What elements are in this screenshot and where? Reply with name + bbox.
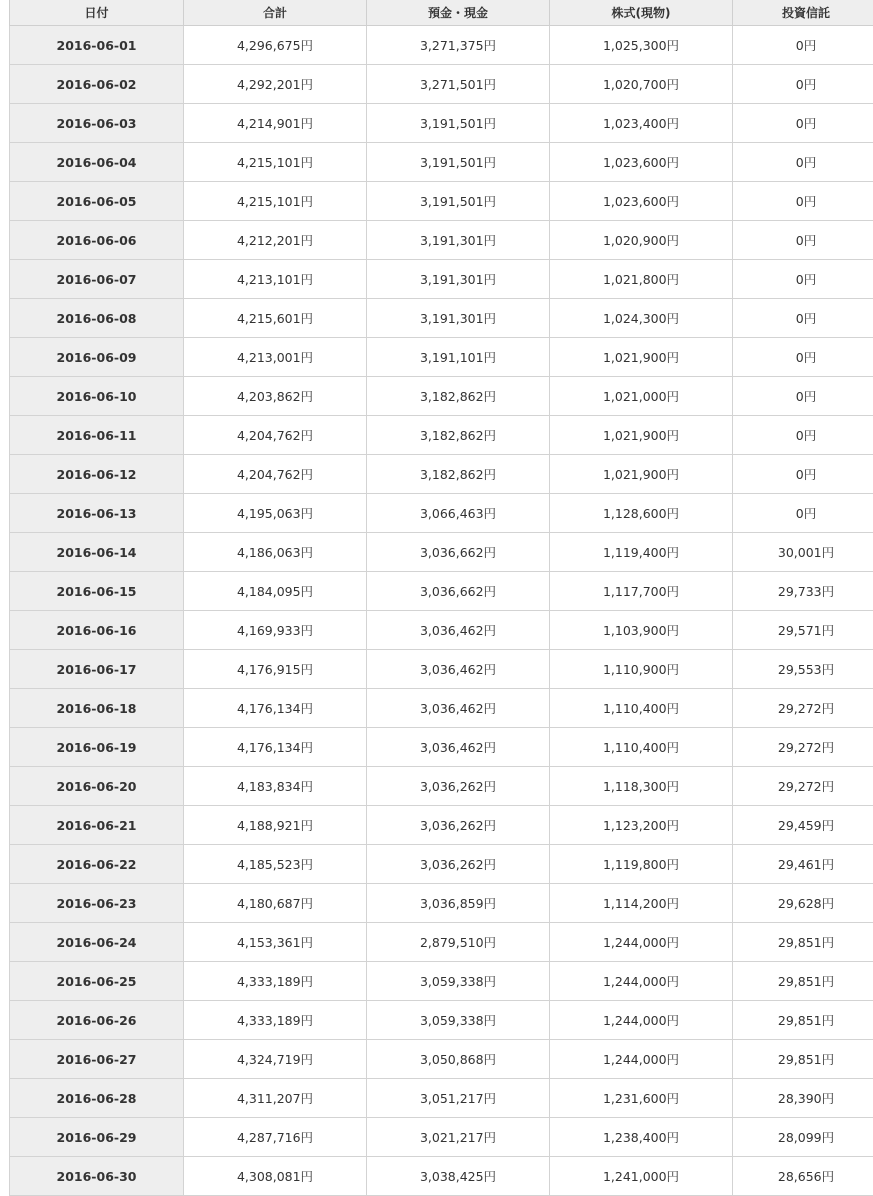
date-cell: 2016-06-17 bbox=[10, 650, 184, 689]
fund-cell: 29,733円 bbox=[733, 572, 873, 611]
table-row bbox=[10, 260, 873, 299]
stock-cell: 1,244,000円 bbox=[550, 1001, 733, 1040]
date-cell: 2016-06-24 bbox=[10, 923, 184, 962]
table-row bbox=[10, 767, 873, 806]
date-cell: 2016-06-15 bbox=[10, 572, 184, 611]
cash-cell: 3,038,425円 bbox=[367, 1157, 550, 1196]
table-row bbox=[10, 104, 873, 143]
date-cell: 2016-06-26 bbox=[10, 1001, 184, 1040]
stock-cell: 1,244,000円 bbox=[550, 1040, 733, 1079]
fund-cell: 29,628円 bbox=[733, 884, 873, 923]
table-row bbox=[10, 65, 873, 104]
stock-cell: 1,021,800円 bbox=[550, 260, 733, 299]
total-cell: 4,183,834円 bbox=[184, 767, 367, 806]
cash-cell: 3,271,375円 bbox=[367, 26, 550, 65]
cash-cell: 3,066,463円 bbox=[367, 494, 550, 533]
column-header-date: 日付 bbox=[10, 0, 184, 26]
cash-cell: 3,059,338円 bbox=[367, 962, 550, 1001]
total-cell: 4,186,063円 bbox=[184, 533, 367, 572]
stock-cell: 1,024,300円 bbox=[550, 299, 733, 338]
fund-cell: 0円 bbox=[733, 260, 873, 299]
cash-cell: 3,182,862円 bbox=[367, 455, 550, 494]
stock-cell: 1,231,600円 bbox=[550, 1079, 733, 1118]
stock-cell: 1,103,900円 bbox=[550, 611, 733, 650]
table-row bbox=[10, 1001, 873, 1040]
fund-cell: 28,099円 bbox=[733, 1118, 873, 1157]
cash-cell: 3,050,868円 bbox=[367, 1040, 550, 1079]
fund-cell: 0円 bbox=[733, 104, 873, 143]
total-cell: 4,204,762円 bbox=[184, 416, 367, 455]
total-cell: 4,214,901円 bbox=[184, 104, 367, 143]
date-cell: 2016-06-04 bbox=[10, 143, 184, 182]
stock-cell: 1,023,600円 bbox=[550, 182, 733, 221]
table-row bbox=[10, 611, 873, 650]
cash-cell: 3,191,101円 bbox=[367, 338, 550, 377]
table-row bbox=[10, 299, 873, 338]
stock-cell: 1,244,000円 bbox=[550, 923, 733, 962]
table-row bbox=[10, 494, 873, 533]
table-row bbox=[10, 650, 873, 689]
table-row bbox=[10, 962, 873, 1001]
table-row bbox=[10, 1157, 873, 1196]
date-cell: 2016-06-16 bbox=[10, 611, 184, 650]
fund-cell: 29,272円 bbox=[733, 767, 873, 806]
stock-cell: 1,021,000円 bbox=[550, 377, 733, 416]
total-cell: 4,184,095円 bbox=[184, 572, 367, 611]
table-row bbox=[10, 923, 873, 962]
stock-cell: 1,123,200円 bbox=[550, 806, 733, 845]
date-cell: 2016-06-07 bbox=[10, 260, 184, 299]
fund-cell: 0円 bbox=[733, 338, 873, 377]
asset-history-table-container bbox=[9, 0, 873, 1196]
cash-cell: 3,036,262円 bbox=[367, 767, 550, 806]
date-cell: 2016-06-13 bbox=[10, 494, 184, 533]
stock-cell: 1,023,400円 bbox=[550, 104, 733, 143]
column-header-total: 合計 bbox=[184, 0, 367, 26]
total-cell: 4,324,719円 bbox=[184, 1040, 367, 1079]
stock-cell: 1,244,000円 bbox=[550, 962, 733, 1001]
stock-cell: 1,020,700円 bbox=[550, 65, 733, 104]
asset-history-table bbox=[9, 0, 873, 1196]
cash-cell: 3,059,338円 bbox=[367, 1001, 550, 1040]
fund-cell: 29,272円 bbox=[733, 728, 873, 767]
cash-cell: 3,036,662円 bbox=[367, 572, 550, 611]
cash-cell: 3,191,301円 bbox=[367, 221, 550, 260]
total-cell: 4,213,101円 bbox=[184, 260, 367, 299]
cash-cell: 3,036,662円 bbox=[367, 533, 550, 572]
cash-cell: 3,021,217円 bbox=[367, 1118, 550, 1157]
total-cell: 4,176,134円 bbox=[184, 689, 367, 728]
date-cell: 2016-06-28 bbox=[10, 1079, 184, 1118]
fund-cell: 28,656円 bbox=[733, 1157, 873, 1196]
total-cell: 4,169,933円 bbox=[184, 611, 367, 650]
date-cell: 2016-06-19 bbox=[10, 728, 184, 767]
date-cell: 2016-06-01 bbox=[10, 26, 184, 65]
table-header bbox=[10, 0, 873, 26]
column-header-fund: 投資信託 bbox=[733, 0, 873, 26]
table-row bbox=[10, 533, 873, 572]
cash-cell: 3,182,862円 bbox=[367, 416, 550, 455]
table-row bbox=[10, 221, 873, 260]
date-cell: 2016-06-08 bbox=[10, 299, 184, 338]
column-header-stock: 株式(現物) bbox=[550, 0, 733, 26]
cash-cell: 3,036,262円 bbox=[367, 845, 550, 884]
fund-cell: 0円 bbox=[733, 26, 873, 65]
total-cell: 4,311,207円 bbox=[184, 1079, 367, 1118]
cash-cell: 2,879,510円 bbox=[367, 923, 550, 962]
total-cell: 4,188,921円 bbox=[184, 806, 367, 845]
header-row bbox=[10, 0, 873, 26]
cash-cell: 3,191,501円 bbox=[367, 104, 550, 143]
total-cell: 4,176,134円 bbox=[184, 728, 367, 767]
table-row bbox=[10, 572, 873, 611]
fund-cell: 29,851円 bbox=[733, 1001, 873, 1040]
cash-cell: 3,036,859円 bbox=[367, 884, 550, 923]
fund-cell: 29,851円 bbox=[733, 1040, 873, 1079]
stock-cell: 1,241,000円 bbox=[550, 1157, 733, 1196]
fund-cell: 29,851円 bbox=[733, 923, 873, 962]
date-cell: 2016-06-18 bbox=[10, 689, 184, 728]
fund-cell: 29,459円 bbox=[733, 806, 873, 845]
date-cell: 2016-06-23 bbox=[10, 884, 184, 923]
stock-cell: 1,128,600円 bbox=[550, 494, 733, 533]
fund-cell: 28,390円 bbox=[733, 1079, 873, 1118]
fund-cell: 0円 bbox=[733, 221, 873, 260]
stock-cell: 1,021,900円 bbox=[550, 416, 733, 455]
fund-cell: 0円 bbox=[733, 455, 873, 494]
stock-cell: 1,110,400円 bbox=[550, 689, 733, 728]
total-cell: 4,195,063円 bbox=[184, 494, 367, 533]
cash-cell: 3,036,462円 bbox=[367, 689, 550, 728]
cash-cell: 3,036,462円 bbox=[367, 650, 550, 689]
fund-cell: 0円 bbox=[733, 65, 873, 104]
total-cell: 4,287,716円 bbox=[184, 1118, 367, 1157]
table-row bbox=[10, 689, 873, 728]
date-cell: 2016-06-11 bbox=[10, 416, 184, 455]
total-cell: 4,308,081円 bbox=[184, 1157, 367, 1196]
total-cell: 4,212,201円 bbox=[184, 221, 367, 260]
date-cell: 2016-06-03 bbox=[10, 104, 184, 143]
table-row bbox=[10, 884, 873, 923]
table-row bbox=[10, 338, 873, 377]
cash-cell: 3,036,462円 bbox=[367, 728, 550, 767]
table-row bbox=[10, 845, 873, 884]
stock-cell: 1,023,600円 bbox=[550, 143, 733, 182]
table-row bbox=[10, 143, 873, 182]
date-cell: 2016-06-14 bbox=[10, 533, 184, 572]
table-row bbox=[10, 416, 873, 455]
total-cell: 4,215,101円 bbox=[184, 182, 367, 221]
date-cell: 2016-06-25 bbox=[10, 962, 184, 1001]
cash-cell: 3,191,301円 bbox=[367, 299, 550, 338]
table-body bbox=[10, 26, 873, 1196]
stock-cell: 1,110,400円 bbox=[550, 728, 733, 767]
stock-cell: 1,238,400円 bbox=[550, 1118, 733, 1157]
total-cell: 4,176,915円 bbox=[184, 650, 367, 689]
fund-cell: 29,272円 bbox=[733, 689, 873, 728]
column-header-cash: 預金・現金 bbox=[367, 0, 550, 26]
total-cell: 4,333,189円 bbox=[184, 962, 367, 1001]
total-cell: 4,215,101円 bbox=[184, 143, 367, 182]
date-cell: 2016-06-10 bbox=[10, 377, 184, 416]
table-row bbox=[10, 1040, 873, 1079]
date-cell: 2016-06-29 bbox=[10, 1118, 184, 1157]
fund-cell: 0円 bbox=[733, 494, 873, 533]
stock-cell: 1,114,200円 bbox=[550, 884, 733, 923]
date-cell: 2016-06-22 bbox=[10, 845, 184, 884]
table-row bbox=[10, 728, 873, 767]
fund-cell: 29,851円 bbox=[733, 962, 873, 1001]
table-row bbox=[10, 1118, 873, 1157]
fund-cell: 29,461円 bbox=[733, 845, 873, 884]
stock-cell: 1,117,700円 bbox=[550, 572, 733, 611]
cash-cell: 3,051,217円 bbox=[367, 1079, 550, 1118]
date-cell: 2016-06-06 bbox=[10, 221, 184, 260]
stock-cell: 1,025,300円 bbox=[550, 26, 733, 65]
cash-cell: 3,191,501円 bbox=[367, 182, 550, 221]
fund-cell: 29,571円 bbox=[733, 611, 873, 650]
stock-cell: 1,020,900円 bbox=[550, 221, 733, 260]
fund-cell: 0円 bbox=[733, 182, 873, 221]
cash-cell: 3,036,462円 bbox=[367, 611, 550, 650]
fund-cell: 30,001円 bbox=[733, 533, 873, 572]
stock-cell: 1,118,300円 bbox=[550, 767, 733, 806]
stock-cell: 1,119,800円 bbox=[550, 845, 733, 884]
stock-cell: 1,119,400円 bbox=[550, 533, 733, 572]
total-cell: 4,180,687円 bbox=[184, 884, 367, 923]
table-row bbox=[10, 377, 873, 416]
stock-cell: 1,021,900円 bbox=[550, 455, 733, 494]
total-cell: 4,204,762円 bbox=[184, 455, 367, 494]
fund-cell: 0円 bbox=[733, 377, 873, 416]
total-cell: 4,153,361円 bbox=[184, 923, 367, 962]
total-cell: 4,185,523円 bbox=[184, 845, 367, 884]
fund-cell: 0円 bbox=[733, 143, 873, 182]
cash-cell: 3,271,501円 bbox=[367, 65, 550, 104]
table-row bbox=[10, 806, 873, 845]
date-cell: 2016-06-05 bbox=[10, 182, 184, 221]
table-row bbox=[10, 26, 873, 65]
stock-cell: 1,110,900円 bbox=[550, 650, 733, 689]
date-cell: 2016-06-27 bbox=[10, 1040, 184, 1079]
cash-cell: 3,036,262円 bbox=[367, 806, 550, 845]
date-cell: 2016-06-30 bbox=[10, 1157, 184, 1196]
table-row bbox=[10, 182, 873, 221]
total-cell: 4,203,862円 bbox=[184, 377, 367, 416]
date-cell: 2016-06-09 bbox=[10, 338, 184, 377]
cash-cell: 3,191,301円 bbox=[367, 260, 550, 299]
fund-cell: 0円 bbox=[733, 299, 873, 338]
table-row bbox=[10, 455, 873, 494]
total-cell: 4,333,189円 bbox=[184, 1001, 367, 1040]
date-cell: 2016-06-12 bbox=[10, 455, 184, 494]
total-cell: 4,215,601円 bbox=[184, 299, 367, 338]
total-cell: 4,213,001円 bbox=[184, 338, 367, 377]
cash-cell: 3,191,501円 bbox=[367, 143, 550, 182]
date-cell: 2016-06-20 bbox=[10, 767, 184, 806]
date-cell: 2016-06-21 bbox=[10, 806, 184, 845]
table-row bbox=[10, 1079, 873, 1118]
total-cell: 4,292,201円 bbox=[184, 65, 367, 104]
cash-cell: 3,182,862円 bbox=[367, 377, 550, 416]
fund-cell: 29,553円 bbox=[733, 650, 873, 689]
stock-cell: 1,021,900円 bbox=[550, 338, 733, 377]
total-cell: 4,296,675円 bbox=[184, 26, 367, 65]
date-cell: 2016-06-02 bbox=[10, 65, 184, 104]
fund-cell: 0円 bbox=[733, 416, 873, 455]
